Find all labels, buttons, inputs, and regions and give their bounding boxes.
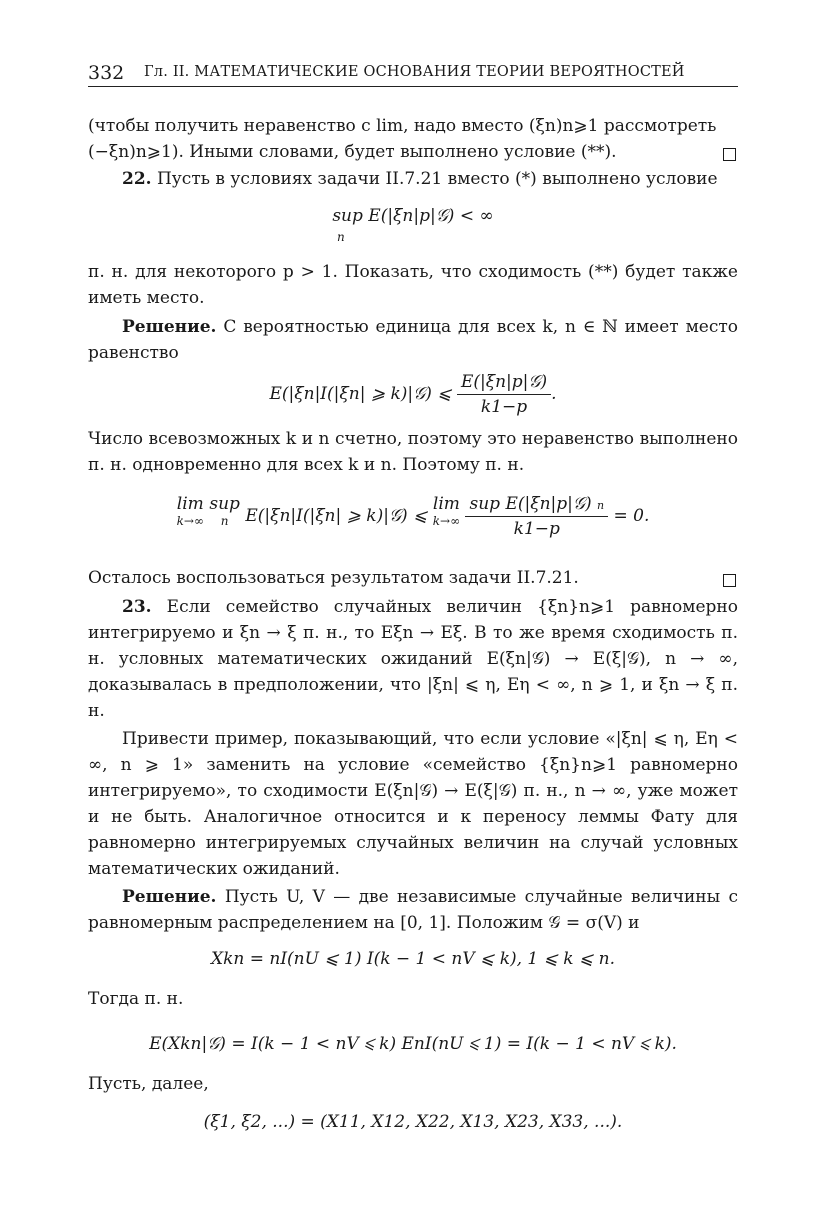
formula-sup-condition: [88, 206, 738, 226]
fraction-2-numerator-sub: n: [597, 499, 605, 512]
then-text: Тогда п. н.: [88, 989, 184, 1009]
lim-2-sub: k→∞: [432, 514, 461, 528]
page-number: 332: [88, 62, 125, 84]
page-header: [88, 56, 738, 87]
solution-1-text: С вероятностью единица для всех k, n ∈ ℕ имеет место равенство: [88, 317, 739, 363]
problem-23-text: Если семейство случайных величин {ξn}n⩾1 равномерно интегрируемо и ξn → ξ п. н., то Eξn → Eξ. В то же время сходимость п. н. условных математических ожиданий E(ξn|𝒢) → E(ξ|𝒢), n → ∞, доказывалась в предположении, что |ξn| ⩽ η, Eη < ∞, n ⩾ 1, и ξn → ξ п. н.: [88, 597, 738, 721]
problem-22-continued: п. н. для некоторого p > 1. Показать, что сходимость (**) будет также иметь место.: [88, 262, 738, 308]
qed-square-1: [723, 148, 736, 161]
fraction-2: [465, 494, 608, 539]
lim-1-text: lim: [176, 494, 204, 514]
solution-2-paragraph: [88, 884, 738, 936]
text-line-2: (−ξn)n⩾1). Иными словами, будет выполнено условие (**).: [88, 142, 617, 162]
problem-23-task-paragraph: Привести пример, показывающий, что если условие «|ξn| ⩽ η, Eη < ∞, n ⩾ 1» заменить на условие «семейство {ξn}n⩾1 равномерно интегрируемо», то сходимости E(ξn|𝒢) → E(ξ|𝒢) п. н., n → ∞, уже может и не быть. Аналогичное относится и к переносу леммы Фату для равномерно интегрируемых случайных величин на случай условных математических ожиданий.: [88, 729, 738, 879]
fraction-1-numerator: E(|ξn|p|𝒢): [457, 372, 551, 395]
problem-22: [122, 169, 718, 189]
problem-22-text: Пусть в условиях задачи II.7.21 вместо (*) выполнено условие: [156, 169, 718, 189]
formula-xkn-definition: Xkn = nI(nU ⩽ 1) I(k − 1 < nV ⩽ k), 1 ⩽ k ⩽ n.: [210, 949, 616, 969]
qed-square-2: [723, 574, 736, 587]
solution-2-text: Пусть U, V — две независимые случайные величины с равномерным распределением на [0, 1]. Положим 𝒢 = σ(V) и: [88, 887, 738, 933]
formula-limit-end: = 0.: [613, 506, 650, 526]
countable-paragraph: Число всевозможных k и n счетно, поэтому это неравенство выполнено п. н. одновременно для всех k и n. Поэтому п. н.: [88, 429, 738, 475]
running-title: Гл. II. МАТЕМАТИЧЕСКИЕ ОСНОВАНИЯ ТЕОРИИ ВЕРОЯТНОСТЕЙ: [144, 64, 685, 80]
formula-sequence: (ξ1, ξ2, ...) = (X11, X12, X22, X13, X23, X33, ...).: [203, 1112, 623, 1132]
remaining-text: Осталось воспользоваться результатом задачи II.7.21.: [88, 568, 579, 588]
fraction-1-denominator: k1−p: [480, 397, 528, 417]
fraction-1: [457, 372, 551, 417]
formula-inequality-1-left: E(|ξn|I(|ξn| ⩾ k)|𝒢) ⩽: [269, 384, 452, 404]
fraction-2-numerator: [465, 494, 608, 517]
formula-inequality-1: E(|ξn|I(|ξn| ⩾ k)|𝒢) ⩽ $\frac{\text{E(|ξn|p|𝒢)}}{k1-p}$ .: [269, 372, 557, 417]
problem-23-paragraph: [88, 594, 738, 724]
formula-limit-middle: E(|ξn|I(|ξn| ⩾ k)|𝒢) ⩽: [245, 506, 428, 526]
lim-operator-2: [433, 494, 460, 528]
lim-operator-1: [177, 494, 204, 528]
further-text: Пусть, далее,: [88, 1074, 209, 1094]
lim-2-text: lim: [432, 494, 460, 514]
formula-conditional-expectation: E(Xkn|𝒢) = I(k − 1 < nV ⩽ k) EnI(nU ⩽ 1) = I(k − 1 < nV ⩽ k).: [149, 1034, 677, 1054]
text-line-1: (чтобы получить неравенство с lim, надо вместо (ξn)n⩾1 рассмотреть: [88, 116, 717, 136]
sup-1-text: sup: [209, 494, 240, 514]
fraction-2-numerator-text: sup E(|ξn|p|𝒢): [469, 494, 592, 514]
book-page: [88, 56, 739, 1132]
problem-22-number: 22.: [122, 169, 152, 189]
sup-1-sub: n: [220, 514, 229, 528]
formula-sup-subscript: n: [337, 230, 345, 244]
fraction-2-denominator: k1−p: [513, 519, 560, 539]
lim-1-sub: k→∞: [176, 514, 204, 528]
solution-1-label: Решение.: [122, 317, 217, 337]
solution-2-label: Решение.: [122, 887, 217, 907]
formula-sup-condition-text: sup E(|ξn|p|𝒢) < ∞: [332, 206, 494, 226]
sup-operator-1: [209, 494, 240, 528]
formula-limit: [88, 494, 738, 539]
problem-23-number: 23.: [122, 597, 152, 617]
solution-1-paragraph: [88, 314, 738, 366]
